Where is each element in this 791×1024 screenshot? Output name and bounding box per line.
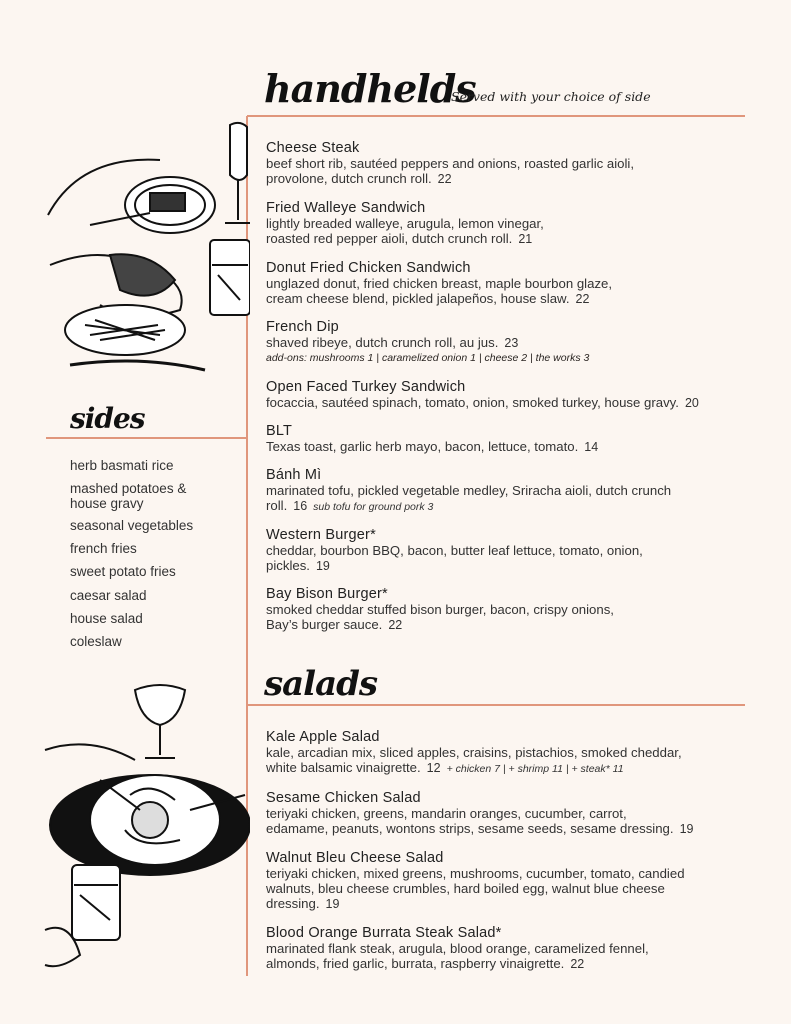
handhelds-food-illustration — [40, 115, 250, 380]
item-desc: marinated tofu, pickled vegetable medley, Sriracha aioli, dutch crunch roll. — [266, 483, 672, 513]
sides-divider — [46, 437, 247, 439]
item-name: Bay Bison Burger* — [266, 586, 388, 602]
side-item: house salad — [70, 611, 143, 626]
side-item: coleslaw — [70, 634, 122, 649]
item-desc: teriyaki chicken, greens, mandarin oranges, cucumber, carrot, edamame, peanuts, wontons strips, sesame seeds, sesame dressing. — [266, 806, 674, 836]
handhelds-divider — [247, 115, 745, 117]
salads-heading: salads — [264, 664, 378, 704]
item-addons: add-ons: mushrooms 1 | caramelized onion 1 | cheese 2 | the works 3 — [266, 352, 590, 364]
menu-item-french-dip — [266, 319, 766, 366]
sides-heading: sides — [70, 402, 145, 435]
item-desc: kale, arcadian mix, sliced apples, craisins, pistachios, smoked cheddar, white balsamic vinaigrette. — [266, 745, 682, 775]
item-desc: beef short rib, sautéed peppers and onions, roasted garlic aioli, provolone, dutch crunch roll. — [266, 156, 635, 186]
item-name: Sesame Chicken Salad — [266, 790, 421, 806]
menu-item-fried-walleye — [266, 200, 766, 247]
menu-item-sesame-chicken — [266, 790, 766, 837]
item-name: Cheese Steak — [266, 140, 360, 156]
item-desc: shaved ribeye, dutch crunch roll, au jus. — [266, 335, 499, 350]
menu-item-western-burger — [266, 527, 766, 574]
side-item: french fries — [70, 541, 137, 556]
item-desc: marinated flank steak, arugula, blood orange, caramelized fennel, almonds, fried garlic, burrata, raspberry vinaigrette. — [266, 941, 649, 971]
item-desc: Texas toast, garlic herb mayo, bacon, lettuce, tomato. — [266, 439, 579, 454]
salads-divider — [247, 704, 745, 706]
menu-item-banh-mi — [266, 467, 766, 515]
item-name: Blood Orange Burrata Steak Salad* — [266, 925, 502, 941]
item-name: Bánh Mì — [266, 467, 322, 483]
salads-food-illustration — [40, 680, 250, 980]
item-price: 22 — [575, 292, 590, 306]
menu-item-bison-burger — [266, 586, 766, 633]
menu-item-kale-apple — [266, 729, 766, 777]
item-name: Walnut Bleu Cheese Salad — [266, 850, 444, 866]
item-desc: smoked cheddar stuffed bison burger, bacon, crispy onions, Bay’s burger sauce. — [266, 602, 614, 632]
menu-item-turkey-sandwich — [266, 379, 766, 411]
handhelds-subtitle: Served with your choice of side — [451, 89, 651, 104]
item-price: 22 — [437, 172, 452, 186]
handhelds-heading: handhelds — [264, 66, 476, 111]
item-note: + chicken 7 | + shrimp 11 | + steak* 11 — [446, 763, 624, 775]
item-price: 14 — [584, 440, 599, 454]
item-name: Western Burger* — [266, 527, 376, 543]
item-price: 21 — [518, 232, 533, 246]
item-price: 19 — [679, 822, 694, 836]
item-name: Kale Apple Salad — [266, 729, 380, 745]
side-item: seasonal vegetables — [70, 518, 194, 533]
item-name: Fried Walleye Sandwich — [266, 200, 426, 216]
item-desc: unglazed donut, fried chicken breast, maple bourbon glaze, cream cheese blend, pickled jalapeños, house slaw. — [266, 276, 613, 306]
menu-item-walnut-bleu — [266, 850, 766, 912]
item-name: French Dip — [266, 319, 339, 335]
side-item: caesar salad — [70, 588, 147, 603]
item-price: 12 — [426, 761, 441, 775]
item-price: 22 — [388, 618, 403, 632]
item-name: Donut Fried Chicken Sandwich — [266, 260, 471, 276]
item-desc: lightly breaded walleye, arugula, lemon vinegar, roasted red pepper aioli, dutch crunch roll. — [266, 216, 544, 246]
item-desc: focaccia, sautéed spinach, tomato, onion, smoked turkey, house gravy. — [266, 395, 679, 410]
item-note: sub tofu for ground pork 3 — [313, 501, 434, 513]
item-price: 23 — [504, 336, 519, 350]
menu-item-blt — [266, 423, 766, 455]
side-item: herb basmati rice — [70, 458, 174, 473]
menu-item-cheese-steak — [266, 140, 766, 187]
menu-item-blood-orange — [266, 925, 766, 972]
item-price: 19 — [315, 559, 330, 573]
item-price: 16 — [293, 499, 308, 513]
side-item: sweet potato fries — [70, 564, 176, 579]
menu-item-donut-chicken — [266, 260, 766, 307]
item-name: Open Faced Turkey Sandwich — [266, 379, 466, 395]
side-item: mashed potatoes & house gravy — [70, 481, 187, 511]
item-price: 22 — [570, 957, 585, 971]
item-desc: teriyaki chicken, mixed greens, mushrooms, cucumber, tomato, candied walnuts, bleu cheese crumbles, hard boiled egg, walnut blue cheese dressing. — [266, 866, 685, 911]
item-desc: cheddar, bourbon BBQ, bacon, butter leaf lettuce, tomato, onion, pickles. — [266, 543, 643, 573]
item-price: 20 — [684, 396, 699, 410]
item-name: BLT — [266, 423, 293, 439]
item-price: 19 — [325, 897, 340, 911]
